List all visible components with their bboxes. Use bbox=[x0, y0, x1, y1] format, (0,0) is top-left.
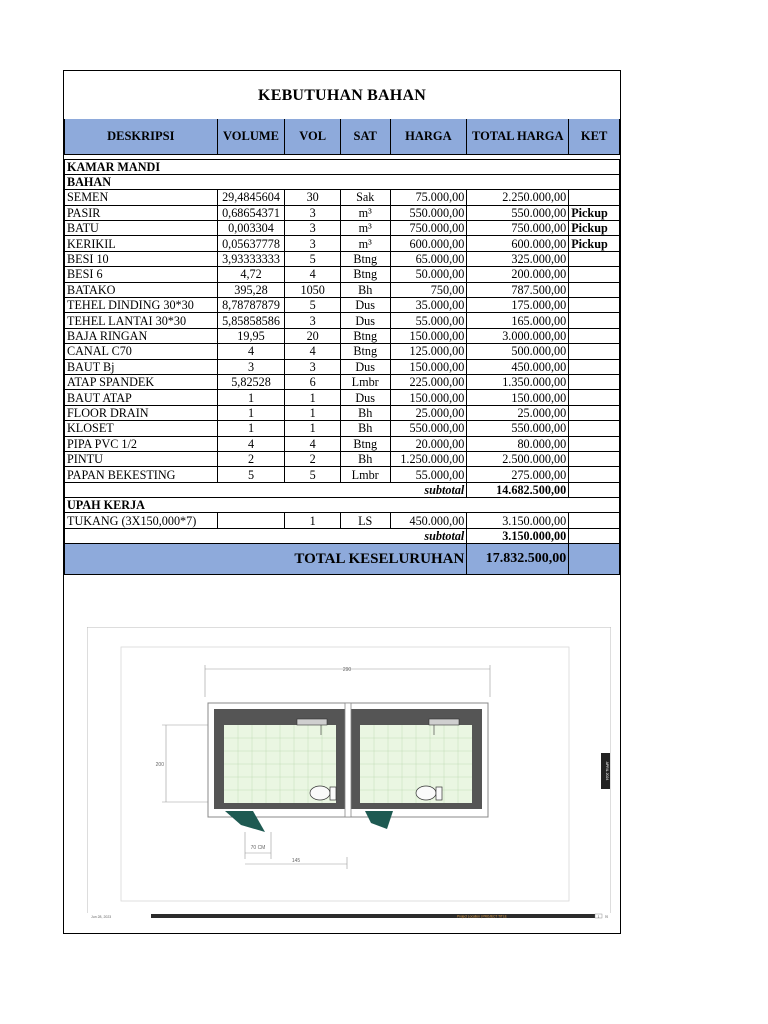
cell-ket bbox=[569, 513, 620, 528]
cell-vol: 6 bbox=[285, 374, 340, 389]
cell-total: 1.350.000,00 bbox=[467, 374, 569, 389]
cell-ket bbox=[569, 359, 620, 374]
cell-volume: 29,4845604 bbox=[217, 190, 285, 205]
cell-sat: Btng bbox=[340, 436, 390, 451]
cell-volume: 1 bbox=[217, 405, 285, 420]
cell-total: 150.000,00 bbox=[467, 390, 569, 405]
cell-sat: LS bbox=[340, 513, 390, 528]
cell-sat: Dus bbox=[340, 390, 390, 405]
cell-sat: Btng bbox=[340, 267, 390, 282]
cell-harga: 750,00 bbox=[390, 282, 467, 297]
cell-volume: 2 bbox=[217, 451, 285, 466]
cell-vol: 4 bbox=[285, 344, 340, 359]
cell-volume: 3 bbox=[217, 359, 285, 374]
floor-plan-drawing bbox=[87, 627, 611, 921]
cell-volume: 5,85858586 bbox=[217, 313, 285, 328]
subtotal-row bbox=[65, 482, 620, 497]
cell-vol: 3 bbox=[285, 205, 340, 220]
table-row bbox=[65, 344, 620, 359]
cell-total: 550.000,00 bbox=[467, 205, 569, 220]
table-row bbox=[65, 236, 620, 251]
cell-vol: 20 bbox=[285, 328, 340, 343]
cell-vol: 30 bbox=[285, 190, 340, 205]
cell-sat: Dus bbox=[340, 313, 390, 328]
cell-vol: 1 bbox=[285, 405, 340, 420]
cell-vol: 5 bbox=[285, 467, 340, 482]
cell-ket: Pickup bbox=[569, 221, 620, 236]
cell-total: 275.000,00 bbox=[467, 467, 569, 482]
total-label: TOTAL KESELURUHAN bbox=[65, 544, 467, 575]
cell-ket bbox=[569, 451, 620, 466]
cell-vol: 4 bbox=[285, 436, 340, 451]
cell-sat: Lmbr bbox=[340, 374, 390, 389]
header-cell-2: VOL bbox=[285, 119, 340, 154]
cell-harga: 600.000,00 bbox=[390, 236, 467, 251]
table-row bbox=[65, 359, 620, 374]
cell-sat: m³ bbox=[340, 221, 390, 236]
cell-desc: KERIKIL bbox=[65, 236, 218, 251]
cell-total: 3.150.000,00 bbox=[467, 513, 569, 528]
group-upah-label: UPAH KERJA bbox=[65, 498, 620, 513]
dim-width-label: 290 bbox=[342, 667, 352, 673]
cell-vol: 1 bbox=[285, 421, 340, 436]
cell-sat: Dus bbox=[340, 359, 390, 374]
right-toilet-icon bbox=[416, 786, 442, 800]
cell-volume: 1 bbox=[217, 390, 285, 405]
total-ket bbox=[569, 544, 620, 575]
cell-sat: Btng bbox=[340, 328, 390, 343]
cell-ket bbox=[569, 282, 620, 297]
dim-height-label: 200 bbox=[155, 762, 164, 768]
title-row bbox=[64, 71, 620, 120]
cell-harga: 550.000,00 bbox=[390, 421, 467, 436]
cell-total: 175.000,00 bbox=[467, 298, 569, 313]
footer-page: 1 bbox=[597, 914, 600, 919]
table-row bbox=[65, 421, 620, 436]
table-row bbox=[65, 451, 620, 466]
subtotal-row bbox=[65, 528, 620, 543]
table-row bbox=[65, 298, 620, 313]
cell-total: 80.000,00 bbox=[467, 436, 569, 451]
footer-date: Jun 28, 2023 bbox=[91, 915, 112, 919]
cell-harga: 150.000,00 bbox=[390, 359, 467, 374]
cell-total: 500.000,00 bbox=[467, 344, 569, 359]
cell-desc: PINTU bbox=[65, 451, 218, 466]
cell-desc: BATAKO bbox=[65, 282, 218, 297]
cell-vol: 3 bbox=[285, 313, 340, 328]
group-row bbox=[65, 498, 620, 513]
cell-desc: TEHEL DINDING 30*30 bbox=[65, 298, 218, 313]
cell-sat: Dus bbox=[340, 298, 390, 313]
subtotal-upah-value: 3.150.000,00 bbox=[467, 528, 569, 543]
table-row bbox=[65, 190, 620, 205]
cell-harga: 450.000,00 bbox=[390, 513, 467, 528]
header-cell-1: VOLUME bbox=[217, 119, 285, 154]
cell-volume: 0,05637778 bbox=[217, 236, 285, 251]
cell-ket: Pickup bbox=[569, 236, 620, 251]
cell-sat: Bh bbox=[340, 282, 390, 297]
cell-vol: 1 bbox=[285, 513, 340, 528]
table-row bbox=[65, 467, 620, 482]
cell-vol: 1050 bbox=[285, 282, 340, 297]
cell-volume: 4 bbox=[217, 436, 285, 451]
right-shelf bbox=[429, 719, 459, 725]
cell-harga: 750.000,00 bbox=[390, 221, 467, 236]
cell-volume: 19,95 bbox=[217, 328, 285, 343]
cell-desc: PIPA PVC 1/2 bbox=[65, 436, 218, 451]
cell-total: 750.000,00 bbox=[467, 221, 569, 236]
cell-vol: 5 bbox=[285, 298, 340, 313]
spreadsheet-sheet bbox=[63, 70, 621, 934]
cell-vol: 5 bbox=[285, 251, 340, 266]
cell-ket bbox=[569, 467, 620, 482]
subtotal-ket bbox=[569, 528, 620, 543]
left-toilet-icon bbox=[310, 786, 336, 800]
cell-total: 165.000,00 bbox=[467, 313, 569, 328]
cell-volume: 395,28 bbox=[217, 282, 285, 297]
cell-total: 25.000,00 bbox=[467, 405, 569, 420]
cell-sat: Bh bbox=[340, 405, 390, 420]
cell-desc: ATAP SPANDEK bbox=[65, 374, 218, 389]
cell-sat: m³ bbox=[340, 205, 390, 220]
total-value: 17.832.500,00 bbox=[467, 544, 569, 575]
cell-ket bbox=[569, 298, 620, 313]
subtotal-bahan-value: 14.682.500,00 bbox=[467, 482, 569, 497]
footer-title: Project Location | PROJECT TITLE bbox=[457, 914, 507, 919]
table-row bbox=[65, 390, 620, 405]
cell-vol: 3 bbox=[285, 359, 340, 374]
cell-total: 2.250.000,00 bbox=[467, 190, 569, 205]
side-tab-label: APRIL 2024 bbox=[605, 761, 609, 781]
table-row bbox=[65, 313, 620, 328]
cell-desc: BATU bbox=[65, 221, 218, 236]
cell-vol: 3 bbox=[285, 221, 340, 236]
cell-harga: 20.000,00 bbox=[390, 436, 467, 451]
cell-ket bbox=[569, 344, 620, 359]
cell-volume: 4,72 bbox=[217, 267, 285, 282]
header-cell-6: KET bbox=[569, 119, 620, 154]
cell-sat: Btng bbox=[340, 344, 390, 359]
cell-desc: SEMEN bbox=[65, 190, 218, 205]
cell-harga: 65.000,00 bbox=[390, 251, 467, 266]
group-row bbox=[65, 174, 620, 189]
header-cell-3: SAT bbox=[340, 119, 390, 154]
cell-ket: Pickup bbox=[569, 205, 620, 220]
cell-vol: 1 bbox=[285, 390, 340, 405]
cell-desc: CANAL C70 bbox=[65, 344, 218, 359]
table-row bbox=[65, 221, 620, 236]
cell-ket bbox=[569, 328, 620, 343]
table-row bbox=[65, 405, 620, 420]
cell-desc: TEHEL LANTAI 30*30 bbox=[65, 313, 218, 328]
cell-ket bbox=[569, 190, 620, 205]
header-cell-4: HARGA bbox=[390, 119, 467, 154]
table-row bbox=[65, 251, 620, 266]
cell-desc: BESI 6 bbox=[65, 267, 218, 282]
table-row bbox=[65, 328, 620, 343]
cell-ket bbox=[569, 405, 620, 420]
cell-vol: 3 bbox=[285, 236, 340, 251]
cell-ket bbox=[569, 251, 620, 266]
cell-ket bbox=[569, 421, 620, 436]
cell-harga: 75.000,00 bbox=[390, 190, 467, 205]
header-row bbox=[65, 119, 620, 154]
dim-half-label: 145 bbox=[291, 858, 301, 864]
left-shelf bbox=[297, 719, 327, 725]
cell-total: 600.000,00 bbox=[467, 236, 569, 251]
cell-volume: 8,78787879 bbox=[217, 298, 285, 313]
cell-harga: 1.250.000,00 bbox=[390, 451, 467, 466]
cell-ket bbox=[569, 436, 620, 451]
cell-desc: TUKANG (3X150,000*7) bbox=[65, 513, 218, 528]
cell-volume: 3,93333333 bbox=[217, 251, 285, 266]
subtotal-ket bbox=[569, 482, 620, 497]
subtotal-label: subtotal bbox=[65, 528, 467, 543]
cell-desc: BESI 10 bbox=[65, 251, 218, 266]
cell-ket bbox=[569, 267, 620, 282]
cell-total: 550.000,00 bbox=[467, 421, 569, 436]
dim-door-label: 70 CM bbox=[250, 845, 266, 851]
cell-desc: FLOOR DRAIN bbox=[65, 405, 218, 420]
table-row bbox=[65, 374, 620, 389]
section-title: KAMAR MANDI bbox=[65, 159, 620, 174]
page-title: KEBUTUHAN BAHAN bbox=[258, 87, 426, 104]
cell-harga: 150.000,00 bbox=[390, 328, 467, 343]
cell-sat: Bh bbox=[340, 451, 390, 466]
header-cell-0: DESKRIPSI bbox=[65, 119, 218, 154]
cell-desc: BAJA RINGAN bbox=[65, 328, 218, 343]
cell-volume: 5,82528 bbox=[217, 374, 285, 389]
cell-volume: 1 bbox=[217, 421, 285, 436]
cell-total: 2.500.000,00 bbox=[467, 451, 569, 466]
cell-sat: Lmbr bbox=[340, 467, 390, 482]
total-row bbox=[65, 544, 620, 575]
section-row bbox=[65, 159, 620, 174]
cell-desc: KLOSET bbox=[65, 421, 218, 436]
cell-harga: 55.000,00 bbox=[390, 467, 467, 482]
cell-total: 200.000,00 bbox=[467, 267, 569, 282]
cell-desc: BAUT Bj bbox=[65, 359, 218, 374]
cell-harga: 125.000,00 bbox=[390, 344, 467, 359]
footer-bar bbox=[151, 914, 595, 918]
header-cell-5: TOTAL HARGA bbox=[467, 119, 569, 154]
table-row bbox=[65, 205, 620, 220]
cell-desc: BAUT ATAP bbox=[65, 390, 218, 405]
cell-sat: Bh bbox=[340, 421, 390, 436]
cell-volume bbox=[217, 513, 285, 528]
cell-volume: 0,68654371 bbox=[217, 205, 285, 220]
footer-page-total: 01 bbox=[604, 914, 609, 919]
cell-harga: 150.000,00 bbox=[390, 390, 467, 405]
cell-desc: PAPAN BEKESTING bbox=[65, 467, 218, 482]
cell-sat: m³ bbox=[340, 236, 390, 251]
subtotal-label: subtotal bbox=[65, 482, 467, 497]
cell-desc: PASIR bbox=[65, 205, 218, 220]
cell-harga: 25.000,00 bbox=[390, 405, 467, 420]
cell-volume: 0,003304 bbox=[217, 221, 285, 236]
cell-sat: Btng bbox=[340, 251, 390, 266]
cell-ket bbox=[569, 390, 620, 405]
cell-volume: 5 bbox=[217, 467, 285, 482]
group-bahan-label: BAHAN bbox=[65, 174, 620, 189]
cell-total: 450.000,00 bbox=[467, 359, 569, 374]
cell-harga: 35.000,00 bbox=[390, 298, 467, 313]
cell-ket bbox=[569, 313, 620, 328]
cell-harga: 225.000,00 bbox=[390, 374, 467, 389]
cell-sat: Sak bbox=[340, 190, 390, 205]
cell-harga: 50.000,00 bbox=[390, 267, 467, 282]
cell-vol: 4 bbox=[285, 267, 340, 282]
table-row bbox=[65, 436, 620, 451]
cell-total: 3.000.000,00 bbox=[467, 328, 569, 343]
cell-harga: 55.000,00 bbox=[390, 313, 467, 328]
cell-volume: 4 bbox=[217, 344, 285, 359]
cell-total: 325.000,00 bbox=[467, 251, 569, 266]
table-row bbox=[65, 282, 620, 297]
table-row bbox=[65, 513, 620, 528]
cell-ket bbox=[569, 374, 620, 389]
cell-total: 787.500,00 bbox=[467, 282, 569, 297]
cell-harga: 550.000,00 bbox=[390, 205, 467, 220]
cell-vol: 2 bbox=[285, 451, 340, 466]
materials-table bbox=[64, 119, 620, 575]
table-row bbox=[65, 267, 620, 282]
